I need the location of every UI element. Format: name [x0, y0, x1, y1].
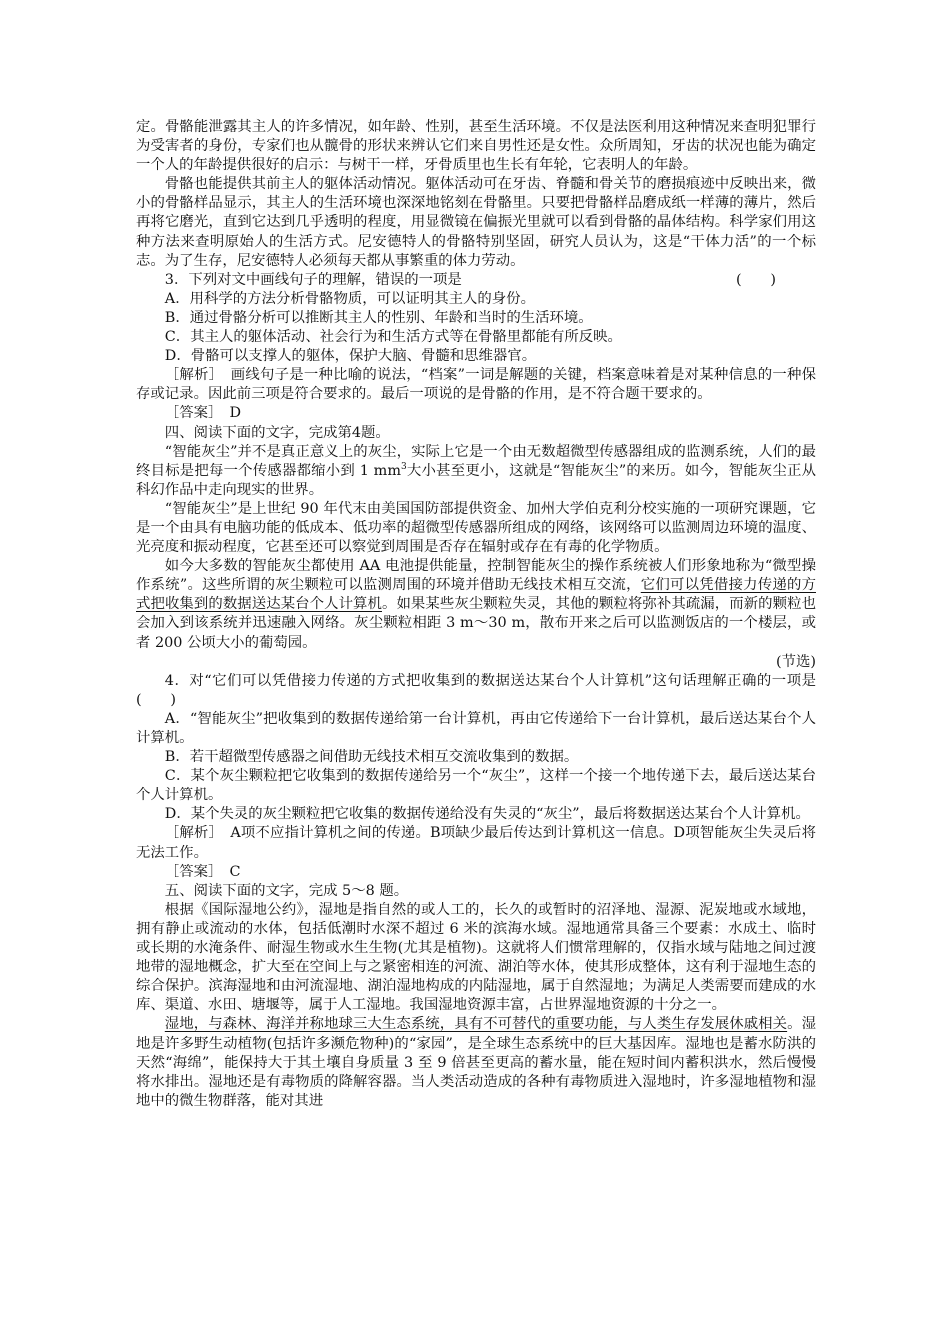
paragraph-smart-dust-os-part1: 如今大多数的智能灰尘都使用 AA 电池提供能量，控制智能灰尘的操作系统被人们形象地称为“微型操作系统”。这些所谓的灰尘颗粒可以监测周围的环境并借助无线技术相互交流，	[136, 558, 816, 594]
question-4-analysis: ［解析］ A项不应指计算机之间的传递。B项缺少最后传达到计算机这一信息。D项智能灰尘失灵后将无法工作。	[136, 825, 816, 861]
question-4-answer-blank: ( )	[136, 691, 177, 708]
paragraph-smart-dust-intro-part1: “智能灰尘”并不是真正意义上的灰尘，实际上它是一个由无数超微型传感器组成的监测系统，人们的最终目标是把每一个传感器都缩小到 1 mm	[136, 443, 816, 479]
question-4-text: 4．对“它们可以凭借接力传递的方式把收集到的数据送达某台个人计算机”这句话理解正确的一项是	[164, 672, 816, 689]
section-5-heading: 五、阅读下面的文字，完成 5～8 题。	[164, 882, 409, 899]
underlined-wetland-sentence: 湿地，与森林、海洋并称地球三大生态系统，具有不可替代的重要功能，与人类生存发展休戚相关	[164, 1016, 788, 1033]
question-4-option-d: D．某个失灵的灰尘颗粒把它收集的数据传递给没有失灵的“灰尘”，最后将数据送达某台个人计算机。	[164, 806, 810, 823]
underlined-sentence: 它们可以凭借接力传递的方式把收集到的数据送达某台个人计算机	[136, 577, 816, 613]
paragraph-bone-activity: 骨骼也能提供其前主人的躯体活动情况。躯体活动可在牙齿、脊髓和骨关节的磨损痕迹中反映出来，微小的骨骼样品显示，其主人的生活环境也深深地铭刻在骨骼里。只要把骨骼样品磨成纸一样薄的薄片，然后再将它磨光，直到它达到几乎透明的程度，用显微镜在偏振光里就可以看到骨骼的晶体结构。科学家们用这种方法来查明原始人的生活方式。尼安德特人的骨骼特别坚固，研究人员认为，这是“干体力活”的一个标志。为了生存，尼安德特人必须每天都从事繁重的体力劳动。	[136, 176, 816, 269]
paragraph-smart-dust-history: “智能灰尘”是上世纪 90 年代末由美国国防部提供资金、加州大学伯克利分校实施的一项研究课题，它是一个由具有电脑功能的低成本、低功率的超微型传感器所组成的网络，该网络可以监测周边环境的温度、光亮度和振动程度，它甚至还可以察觉到周围是否存在辐射或存在有毒的化学物质。	[136, 500, 816, 556]
question-4-option-b: B．若干超微型传感器之间借助无线技术相互交流收集到的数据。	[164, 749, 579, 766]
paragraph-smart-dust-os-part2: 。如果某些灰尘颗粒失灵，其他的颗粒将弥补其疏漏，而新的颗粒也会加入到该系统并迅速融入网络。灰尘颗粒相距 3 m～30 m，散布开来之后可以监测饭店的一个楼层，或者 200 公顷大小的葡萄园。	[136, 596, 816, 651]
paragraph-smart-dust-os	[136, 557, 816, 652]
paragraph-bone-info: 定。骨骼能泄露其主人的许多情况，如年龄、性别，甚至生活环境。不仅是法医利用这种情况来查明犯罪行为受害者的身份，专家们也从髋骨的形状来辨认它们来自男性还是女性。众所周知，牙齿的状况也能为确定一个人的年龄提供很好的启示：与树干一样，牙骨质里也生长有年轮，它表明人的年龄。	[136, 119, 816, 174]
question-4-stem	[136, 672, 816, 710]
section-4-heading: 四、阅读下面的文字，完成第4题。	[164, 424, 390, 441]
question-3-answer-blank: ( )	[735, 271, 776, 288]
question-3-analysis: ［解析］ 画线句子是一种比喻的说法，“档案”一词是解题的关键，档案意味着是对某种信息的一种保存或记录。因此前三项是符合要求的。最后一项说的是骨骼的作用，是不符合题干要求的。	[136, 367, 816, 403]
paragraph-wetland-definition: 根据《国际湿地公约》，湿地是指自然的或人工的，长久的或暂时的沼泽地、湿源、泥炭地或水域地，拥有静止或流动的水体，包括低潮时水深不超过 6 米的滨海水域。湿地通常具备三个要素：水成土、临时或长期的水淹条件、耐湿生物或水生生物(尤其是植物)。这就将人们惯常理解的，仅指水域与陆地之间过渡地带的湿地概念，扩大至在空间上与之紧密相连的河流、湖泊等水体，使其形成整体，这有利于湿地生态的综合保护。滨海湿地和由河流湿地、湖泊湿地构成的内陆湿地，属于自然湿地；为满足人类需要而建成的水库、渠道、水田、塘堰等，属于人工湿地。我国湿地资源丰富，占世界湿地资源的十分之一。	[136, 901, 816, 1014]
document-page	[136, 118, 816, 1111]
paragraph-smart-dust-intro	[136, 443, 816, 500]
question-3-stem: 3．下列对文中画线句子的理解，错误的一项是	[164, 271, 462, 288]
question-4-option-c: C．某个灰尘颗粒把它收集到的数据传递给另一个“灰尘”，这样一个接一个地传递下去，最后送达某台个人计算机。	[136, 768, 816, 804]
paragraph-wetland-function-rest: 。湿地是许多野生动植物(包括许多濒危物种)的“家园”，是全球生态系统中的巨大基因库。湿地也是蓄水防洪的天然“海绵”，能保持大于其土壤自身质量 3 至 9 倍甚至更高的蓄水量，能在短时间内蓄积洪水，然后慢慢将水排出。湿地还是有毒物质的降解容器。当人类活动造成的各种有毒物质进入湿地时，许多湿地植物和湿地中的微生物群落，能对其进	[136, 1016, 816, 1109]
question-4-answer: ［答案］ C	[164, 863, 241, 880]
paragraph-wetland-function	[136, 1015, 816, 1110]
question-3	[136, 271, 816, 290]
question-4-option-a: A．“智能灰尘”把收集到的数据传递给第一台计算机，再由它传递给下一台计算机，最后送达某台个人计算机。	[136, 710, 816, 746]
cubic-superscript: 3	[400, 461, 407, 472]
question-3-option-d: D．骨骼可以支撑人的躯体，保护大脑、骨髓和思维器官。	[164, 348, 537, 365]
excerpt-note: (节选)	[775, 653, 816, 670]
question-3-option-b: B．通过骨骼分析可以推断其主人的性别、年龄和当时的生活环境。	[164, 309, 593, 326]
question-3-answer: ［答案］ D	[164, 405, 242, 422]
question-3-option-a: A．用科学的方法分析骨骼物质，可以证明其主人的身份。	[164, 290, 535, 307]
paragraph-smart-dust-intro-part2: 大小甚至更小，这就是“智能灰尘”的来历。如今，智能灰尘正从科幻作品中走向现实的世界。	[136, 462, 816, 498]
question-3-option-c: C．其主人的躯体活动、社会行为和生活方式等在骨骼里都能有所反映。	[164, 329, 622, 346]
